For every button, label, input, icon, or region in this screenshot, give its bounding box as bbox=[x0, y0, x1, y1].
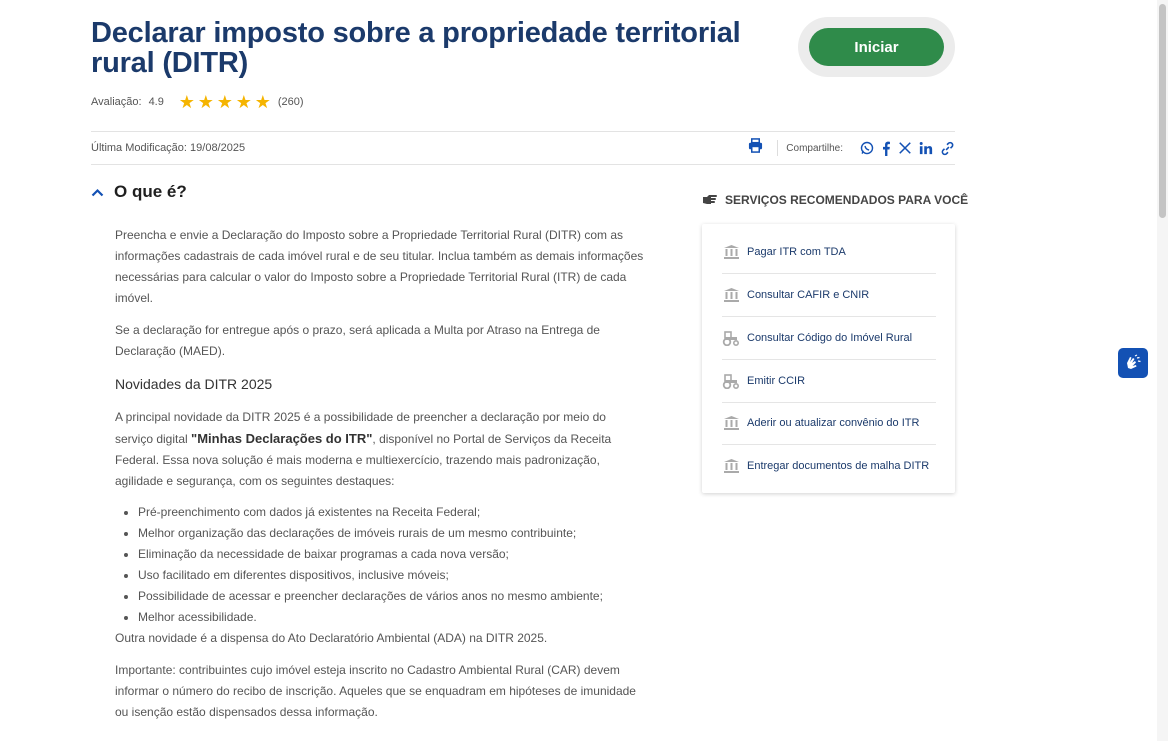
list-item: • Melhor acessibilidade. bbox=[138, 607, 645, 628]
print-icon[interactable] bbox=[748, 138, 763, 158]
paragraph-novidade bbox=[115, 407, 645, 492]
star-icon[interactable]: ★ bbox=[254, 92, 271, 112]
recommended-item-label: Consultar CAFIR e CNIR bbox=[747, 289, 870, 301]
recommended-item[interactable] bbox=[722, 402, 936, 445]
last-modified: Última Modificação: 19/08/2025 bbox=[91, 142, 246, 154]
share-divider bbox=[777, 140, 778, 156]
star-icon[interactable]: ★ bbox=[197, 92, 214, 112]
pointing-hand-icon bbox=[702, 194, 718, 206]
facebook-icon[interactable] bbox=[881, 141, 891, 156]
recommended-item-label: Aderir ou atualizar convênio do ITR bbox=[747, 417, 920, 429]
recommended-services-card bbox=[702, 224, 955, 493]
chevron-up-icon[interactable] bbox=[91, 188, 104, 197]
paragraph-ada: Outra novidade é a dispensa do Ato Declaratório Ambiental (ADA) na DITR 2025. bbox=[115, 631, 548, 645]
link-icon[interactable] bbox=[940, 141, 955, 156]
sign-language-icon bbox=[1124, 354, 1142, 372]
recommended-item[interactable] bbox=[722, 445, 936, 487]
recommended-title-text: SERVIÇOS RECOMENDADOS PARA VOCÊ bbox=[725, 193, 969, 207]
subtitle-novidades: Novidades da DITR 2025 bbox=[115, 376, 273, 392]
paragraph-importante: Importante: contribuintes cujo imóvel esteja inscrito no Cadastro Ambiental Rural (CAR) devem informar o número do recibo de inscrição. Aqueles que se enquadram em hipóteses de imunidade ou isenção estão dispensados dessa informação. bbox=[115, 663, 636, 719]
rating-label: Avaliação: bbox=[91, 96, 142, 108]
share-label: Compartilhe: bbox=[786, 142, 843, 154]
page-scrollbar[interactable] bbox=[1157, 0, 1168, 741]
x-icon[interactable] bbox=[898, 141, 912, 155]
recommended-item[interactable] bbox=[722, 317, 936, 360]
recommended-item-label: Emitir CCIR bbox=[747, 375, 806, 387]
recommended-item-label: Pagar ITR com TDA bbox=[747, 246, 846, 258]
bank-icon bbox=[722, 288, 740, 302]
rating-row bbox=[91, 93, 304, 111]
linkedin-icon[interactable] bbox=[919, 141, 933, 155]
share-bar bbox=[748, 138, 955, 158]
star-icon[interactable]: ★ bbox=[216, 92, 233, 112]
tractor-icon bbox=[722, 374, 740, 389]
star-icon[interactable]: ★ bbox=[178, 92, 195, 112]
list-item: • Uso facilitado em diferentes dispositivos, inclusive móveis; bbox=[138, 565, 645, 586]
recommended-item-label: Entregar documentos de malha DITR bbox=[747, 460, 930, 472]
list-item: • Eliminação da necessidade de baixar programas a cada nova versão; bbox=[138, 544, 645, 565]
paragraph-description: Preencha e envie a Declaração do Imposto sobre a Propriedade Territorial Rural (DITR) com as informações cadastrais de cada imóvel rural e de seu titular. Inclua também as demais informações necessárias para calcular o valor do Imposto sobre a Propriedade Territorial Rural (ITR) de cada imóvel. bbox=[115, 228, 644, 305]
recommended-item[interactable] bbox=[722, 274, 936, 317]
scrollbar-thumb[interactable] bbox=[1159, 4, 1166, 218]
recommended-item[interactable] bbox=[722, 231, 936, 274]
start-button[interactable]: Iniciar bbox=[809, 28, 944, 66]
recommended-title bbox=[702, 193, 968, 207]
list-item: • Possibilidade de acessar e preencher declarações de vários anos no mesmo ambiente; bbox=[138, 586, 645, 607]
bank-icon bbox=[722, 245, 740, 259]
paragraph-maed: Se a declaração for entregue após o prazo, será aplicada a Multa por Atraso na Entrega de Declaração (MAED). bbox=[115, 323, 600, 358]
minhas-declaracoes-highlight: "Minhas Declarações do ITR" bbox=[191, 431, 373, 446]
main-content bbox=[115, 225, 645, 734]
section-title: O que é? bbox=[114, 182, 187, 201]
tractor-icon bbox=[722, 331, 740, 346]
novidade-text-start: A principal novidade da DITR 2025 é a possibilidade de preencher a declaração por meio do serviço digital bbox=[115, 410, 606, 446]
bank-icon bbox=[722, 459, 740, 473]
highlights-list bbox=[115, 502, 645, 628]
page-title: Declarar imposto sobre a propriedade territorial rural (DITR) bbox=[91, 17, 741, 79]
rating-count: (260) bbox=[277, 96, 304, 108]
whatsapp-icon[interactable] bbox=[860, 141, 874, 155]
recommended-item-label: Consultar Código do Imóvel Rural bbox=[747, 332, 913, 344]
recommended-item[interactable] bbox=[722, 360, 936, 403]
bank-icon bbox=[722, 416, 740, 430]
rating-score: 4.9 bbox=[148, 96, 164, 108]
accessibility-sign-language-button[interactable] bbox=[1118, 348, 1148, 378]
rating-stars[interactable] bbox=[178, 93, 272, 111]
start-button-container bbox=[798, 17, 955, 77]
novidade-text-end: , disponível no Portal de Serviços da Receita Federal. Essa nova solução é mais moderna e multiexercício, trazendo mais padronização, agilidade e segurança, com os seguintes destaques: bbox=[115, 432, 612, 488]
list-item: • Melhor organização das declarações de imóveis rurais de um mesmo contribuinte; bbox=[138, 523, 645, 544]
star-icon[interactable]: ★ bbox=[235, 92, 252, 112]
section-toggle[interactable] bbox=[91, 182, 187, 202]
list-item: • Pré-preenchimento com dados já existentes na Receita Federal; bbox=[138, 502, 645, 523]
meta-bar bbox=[91, 131, 955, 165]
